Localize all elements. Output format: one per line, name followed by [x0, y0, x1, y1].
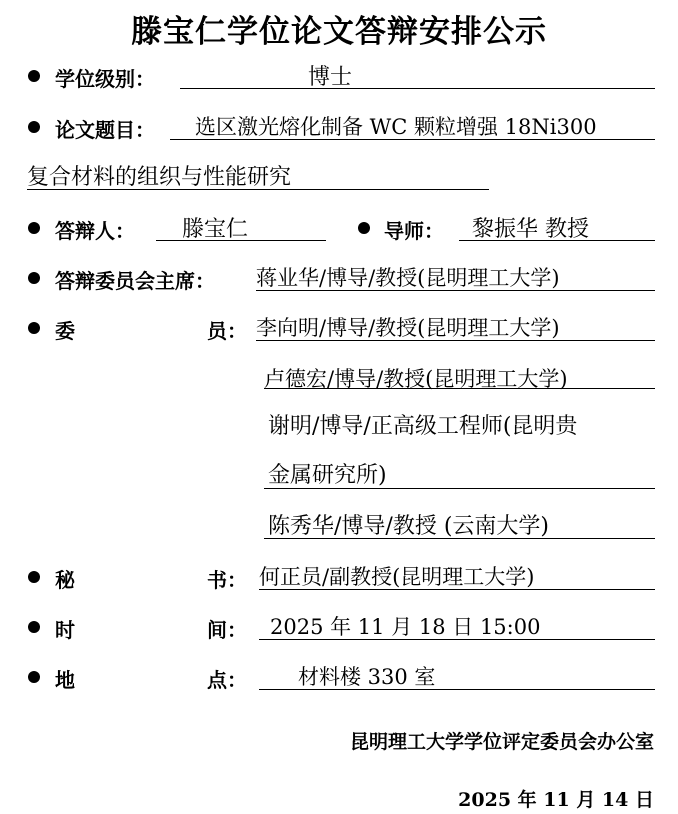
member-item: 金属研究所)	[268, 463, 387, 488]
member-underline	[264, 488, 655, 489]
member-underline	[264, 538, 655, 539]
time-label-left: 时	[55, 618, 75, 642]
bullet-icon	[28, 621, 40, 633]
defender-underline	[156, 240, 326, 241]
page-title: 滕宝仁学位论文答辩安排公示	[131, 14, 547, 50]
secretary-label-left: 秘	[55, 568, 75, 592]
place-label-left: 地	[55, 668, 75, 692]
degree-value: 博士	[308, 65, 353, 90]
thesis-value-line1: 选区激光熔化制备 WC 颗粒增强 18Ni300	[195, 115, 597, 139]
place-label-right: 点：	[207, 668, 247, 692]
bullet-icon	[28, 322, 40, 334]
chair-underline	[256, 290, 655, 291]
chair-label: 答辩委员会主席：	[55, 269, 215, 293]
bullet-icon	[28, 121, 40, 133]
place-value: 材料楼 330 室	[298, 665, 436, 689]
member-item: 李向明/博导/教授(昆明理工大学)	[256, 316, 560, 340]
footer-date: 2025 年 11 月 14 日	[458, 789, 654, 811]
degree-label: 学位级别：	[55, 67, 155, 91]
thesis-underline-2	[27, 189, 489, 190]
bullet-icon	[28, 571, 40, 583]
bullet-icon	[28, 222, 40, 234]
thesis-value-line2: 复合材料的组织与性能研究	[27, 165, 292, 190]
member-item: 谢明/博导/正高级工程师(昆明贵	[268, 414, 578, 439]
thesis-label: 论文题目：	[55, 118, 155, 142]
bullet-icon	[28, 671, 40, 683]
time-value: 2025 年 11 月 18 日 15:00	[270, 615, 541, 639]
members-label-right: 员：	[207, 319, 247, 343]
time-label-right: 间：	[207, 618, 247, 642]
secretary-value: 何正员/副教授(昆明理工大学)	[259, 565, 535, 589]
secretary-label-right: 书：	[207, 568, 247, 592]
bullet-icon	[28, 70, 40, 82]
footer-org: 昆明理工大学学位评定委员会办公室	[349, 731, 654, 753]
thesis-underline-1	[170, 139, 655, 140]
place-underline	[259, 689, 655, 690]
degree-underline	[180, 88, 655, 89]
secretary-underline	[259, 589, 655, 590]
defender-value: 滕宝仁	[182, 217, 249, 242]
member-underline	[264, 388, 655, 389]
time-underline	[259, 639, 655, 640]
member-item: 卢德宏/博导/教授(昆明理工大学)	[264, 367, 568, 391]
advisor-label: 导师：	[384, 219, 444, 243]
member-item: 陈秀华/博导/教授 (云南大学)	[268, 514, 549, 539]
defender-label: 答辩人：	[55, 219, 135, 243]
members-label-left: 委	[55, 319, 75, 343]
advisor-value: 黎振华 教授	[472, 217, 589, 242]
bullet-icon	[358, 222, 370, 234]
bullet-icon	[28, 272, 40, 284]
chair-value: 蒋业华/博导/教授(昆明理工大学)	[256, 266, 560, 290]
advisor-underline	[459, 240, 655, 241]
member-underline	[256, 340, 655, 341]
